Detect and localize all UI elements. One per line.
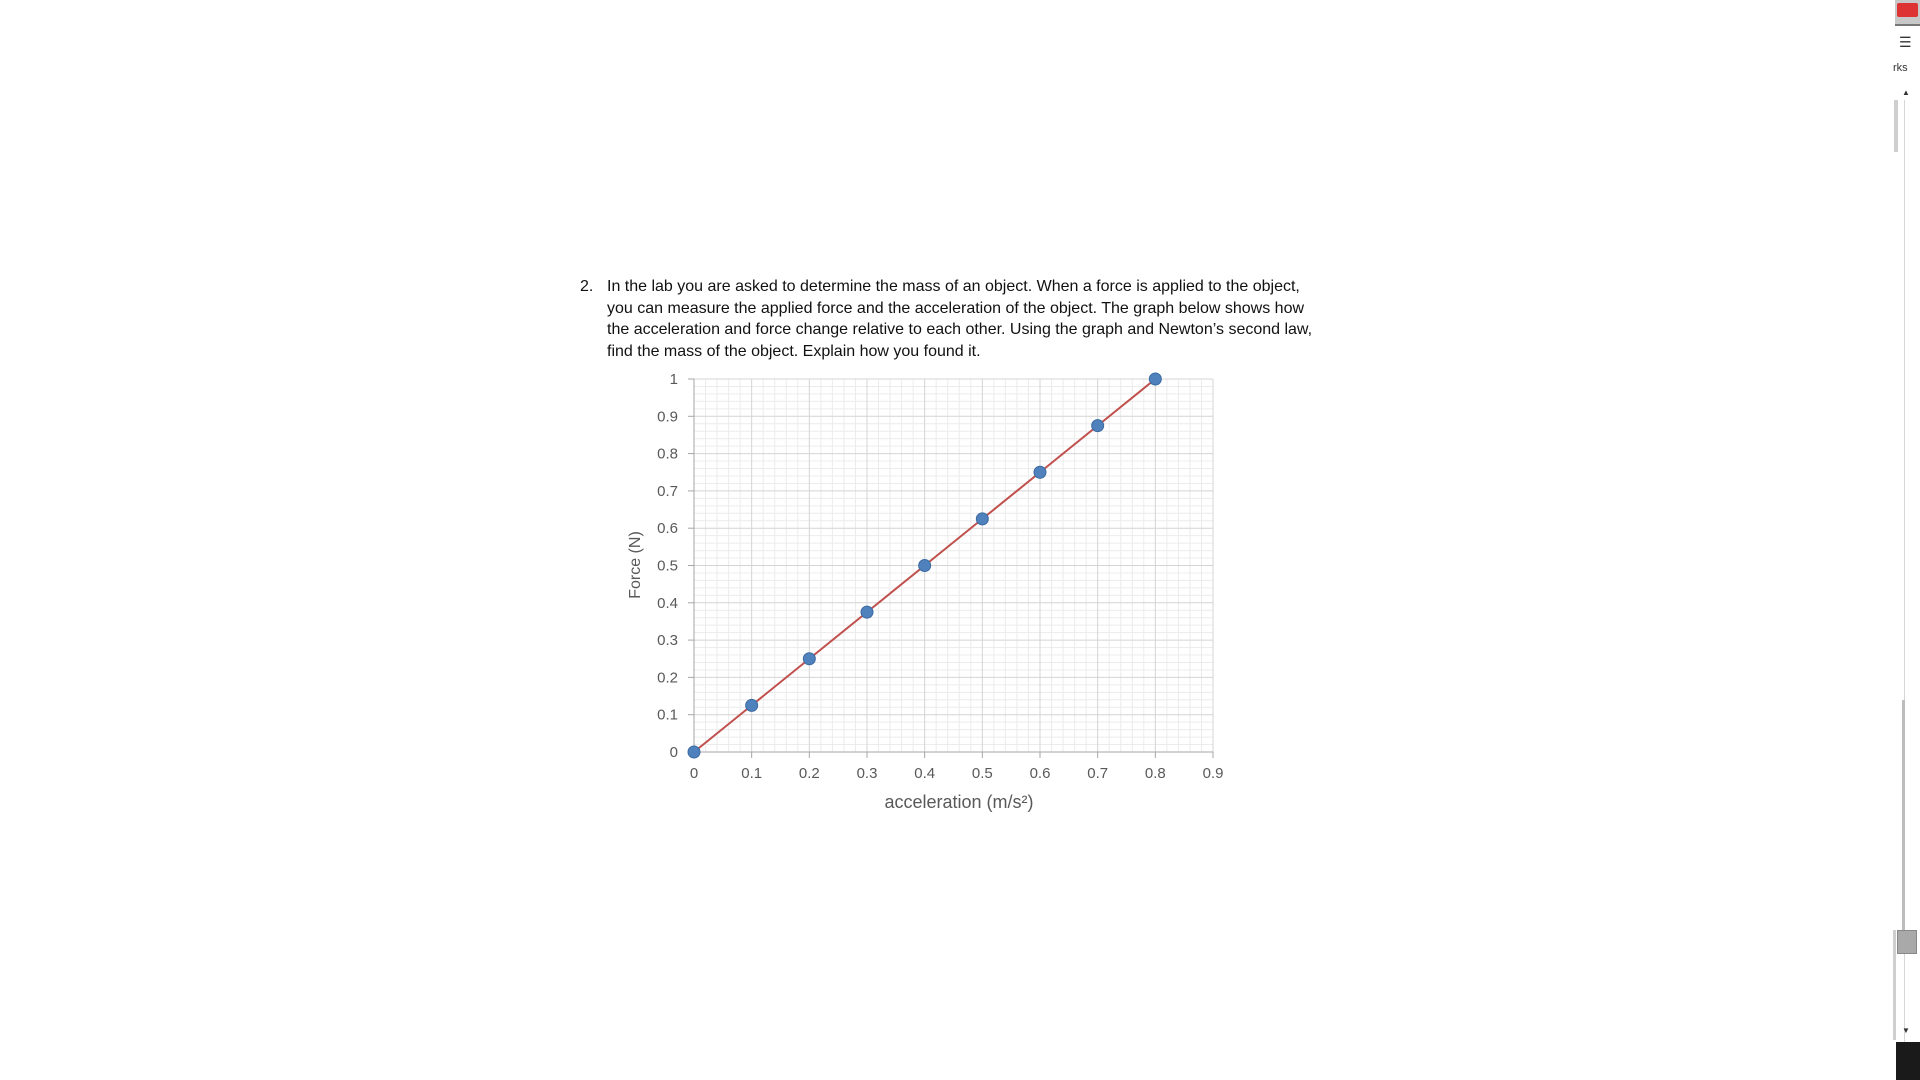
y-tick-label: 0.8 [657,445,678,463]
question-2 [580,276,1320,362]
scrollbar-track-top [1894,100,1898,152]
x-tick-label: 0.4 [914,765,936,782]
y-tick-label: 0.5 [657,557,678,575]
x-tick-label: 0.9 [1202,765,1224,782]
x-tick-label: 0.6 [1029,765,1051,782]
y-tick-label: 0.6 [657,520,678,538]
data-point [861,606,873,618]
y-axis-label: Force (N) [627,531,644,599]
x-tick-label: 0.8 [1144,765,1166,782]
data-point [1149,373,1161,385]
force-acceleration-chart [620,368,1240,828]
y-tick-label: 0 [669,744,678,761]
triangle-up-icon[interactable]: ▲ [1902,88,1910,97]
y-tick-label: 0.7 [657,482,678,500]
x-tick-label: 0.5 [971,765,993,782]
y-tick-label: 0.2 [657,669,678,687]
scrollbar-thumb[interactable] [1897,930,1917,954]
y-tick-label: 0.4 [657,594,678,612]
x-tick-label: 0 [689,765,699,782]
question-text: In the lab you are asked to determine the mass of an object. When a force is applied to the object, you can measure the applied force and the acceleration of the object. The graph below shows how the acceleration and force change relative to each other. Using the graph and Newton’s second law, find the mass of the object. Explain how you found it. [607,278,1313,360]
x-axis-label: acceleration (m/s²) [884,792,1034,812]
y-tick-labels [657,371,678,761]
y-tick-label: 1 [669,371,678,388]
side-label: rks [1893,62,1908,74]
chart-major-grid [694,379,1213,752]
window-edge [1893,0,1920,1080]
window-close-area[interactable] [1895,0,1920,26]
data-point [803,653,815,665]
x-tick-labels [690,765,1224,782]
data-point [1092,420,1104,432]
x-tick-label: 0.1 [741,765,763,782]
data-point [976,513,988,525]
x-tick-label: 0.7 [1087,765,1109,782]
x-tick-label: 0.2 [798,765,820,782]
close-icon[interactable] [1897,3,1918,17]
window-corner [1896,1042,1920,1080]
data-point [919,560,931,572]
data-point [688,746,700,758]
y-tick-label: 0.3 [657,632,678,650]
question-number: 2. [580,278,594,295]
hamburger-menu-icon[interactable]: ☰ [1899,34,1912,50]
data-point [746,699,758,711]
chart-axes [688,379,1213,758]
triangle-down-icon[interactable]: ▼ [1902,1026,1910,1035]
y-tick-label: 0.1 [657,706,678,724]
scrollbar-left-strip [1893,930,1896,1040]
data-point [1034,466,1046,478]
scrollbar-segment[interactable] [1902,700,1905,930]
x-tick-label: 0.3 [856,765,878,782]
y-tick-label: 0.9 [657,408,678,426]
